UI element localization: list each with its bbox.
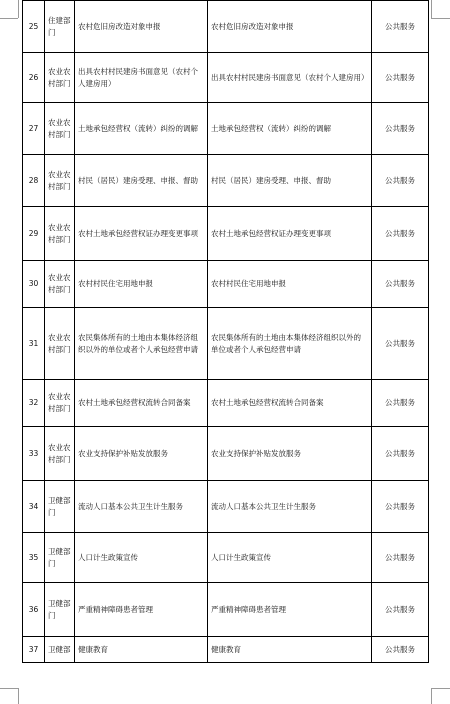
item-name-cell: 土地承包经营权（流转）纠纷的调解: [75, 103, 208, 155]
category-cell: 公共服务: [372, 1, 429, 53]
department-cell: 农业农村部门: [45, 207, 75, 261]
category-cell: 公共服务: [372, 155, 429, 207]
item-name-cell: 出具农村村民建房书面意见（农村个人建房用）: [75, 53, 208, 103]
service-name-cell: 农业支持保护补贴发放服务: [208, 427, 372, 481]
crop-mark: [0, 18, 18, 19]
category-cell: 公共服务: [372, 103, 429, 155]
department-cell: 农业农村部门: [45, 380, 75, 427]
department-cell: 农业农村部门: [45, 308, 75, 380]
category-cell: 公共服务: [372, 637, 429, 663]
item-name-cell: 农业支持保护补贴发放服务: [75, 427, 208, 481]
category-cell: 公共服务: [372, 261, 429, 308]
item-name-cell: 健康教育: [75, 637, 208, 663]
row-number: 34: [23, 481, 45, 533]
table-row: [23, 380, 429, 427]
row-number: 32: [23, 380, 45, 427]
department-cell: 卫健部门: [45, 481, 75, 533]
crop-mark: [431, 18, 450, 19]
service-name-cell: 农村土地承包经营权流转合同备案: [208, 380, 372, 427]
crop-mark: [18, 688, 19, 704]
category-cell: 公共服务: [372, 380, 429, 427]
row-number: 30: [23, 261, 45, 308]
category-cell: 公共服务: [372, 53, 429, 103]
item-name-cell: 流动人口基本公共卫生计生服务: [75, 481, 208, 533]
category-cell: 公共服务: [372, 308, 429, 380]
table-row: [23, 481, 429, 533]
department-cell: 卫健部: [45, 637, 75, 663]
service-name-cell: 农村村民住宅用地申报: [208, 261, 372, 308]
department-cell: 卫健部门: [45, 583, 75, 637]
row-number: 36: [23, 583, 45, 637]
crop-mark: [431, 0, 432, 18]
service-name-cell: 土地承包经营权（流转）纠纷的调解: [208, 103, 372, 155]
item-name-cell: 农村土地承包经营权证办理变更事项: [75, 207, 208, 261]
row-number: 31: [23, 308, 45, 380]
table-row: [23, 261, 429, 308]
item-name-cell: 村民（居民）建房受理、申报、督助: [75, 155, 208, 207]
item-name-cell: 农村村民住宅用地申报: [75, 261, 208, 308]
service-items-table: [22, 0, 429, 663]
service-name-cell: 健康教育: [208, 637, 372, 663]
service-name-cell: 流动人口基本公共卫生计生服务: [208, 481, 372, 533]
item-name-cell: 农村危旧房改造对象申报: [75, 1, 208, 53]
table-row: [23, 637, 429, 663]
item-name-cell: 农村土地承包经营权流转合同备案: [75, 380, 208, 427]
service-name-cell: 人口计生政策宣传: [208, 533, 372, 583]
row-number: 29: [23, 207, 45, 261]
row-number: 25: [23, 1, 45, 53]
row-number: 33: [23, 427, 45, 481]
department-cell: 卫健部门: [45, 533, 75, 583]
table-row: [23, 1, 429, 53]
category-cell: 公共服务: [372, 427, 429, 481]
table-row: [23, 533, 429, 583]
row-number: 37: [23, 637, 45, 663]
crop-mark: [431, 688, 450, 689]
service-name-cell: 农村危旧房改造对象申报: [208, 1, 372, 53]
item-name-cell: 严重精神障碍患者管理: [75, 583, 208, 637]
crop-mark: [431, 688, 432, 704]
department-cell: 农业农村部门: [45, 103, 75, 155]
item-name-cell: 人口计生政策宣传: [75, 533, 208, 583]
table-row: [23, 103, 429, 155]
row-number: 27: [23, 103, 45, 155]
crop-mark: [0, 688, 18, 689]
department-cell: 农业农村部门: [45, 155, 75, 207]
category-cell: 公共服务: [372, 533, 429, 583]
category-cell: 公共服务: [372, 583, 429, 637]
department-cell: 住建部门: [45, 1, 75, 53]
table-row: [23, 427, 429, 481]
department-cell: 农业农村部门: [45, 53, 75, 103]
service-name-cell: 出具农村村民建房书面意见（农村个人建房用）: [208, 53, 372, 103]
table-row: [23, 155, 429, 207]
service-name-cell: 农村土地承包经营权证办理变更事项: [208, 207, 372, 261]
crop-mark: [18, 0, 19, 18]
row-number: 26: [23, 53, 45, 103]
row-number: 28: [23, 155, 45, 207]
category-cell: 公共服务: [372, 481, 429, 533]
service-name-cell: 村民（居民）建房受理、申报、督助: [208, 155, 372, 207]
department-cell: 农业农村部门: [45, 427, 75, 481]
item-name-cell: 农民集体所有的土地由本集体经济组织以外的单位或者个人承包经营申请: [75, 308, 208, 380]
table-row: [23, 308, 429, 380]
service-name-cell: 农民集体所有的土地由本集体经济组织以外的单位或者个人承包经营申请: [208, 308, 372, 380]
table-row: [23, 583, 429, 637]
row-number: 35: [23, 533, 45, 583]
table-row: [23, 53, 429, 103]
service-name-cell: 严重精神障碍患者管理: [208, 583, 372, 637]
category-cell: 公共服务: [372, 207, 429, 261]
department-cell: 农业农村部门: [45, 261, 75, 308]
table-row: [23, 207, 429, 261]
